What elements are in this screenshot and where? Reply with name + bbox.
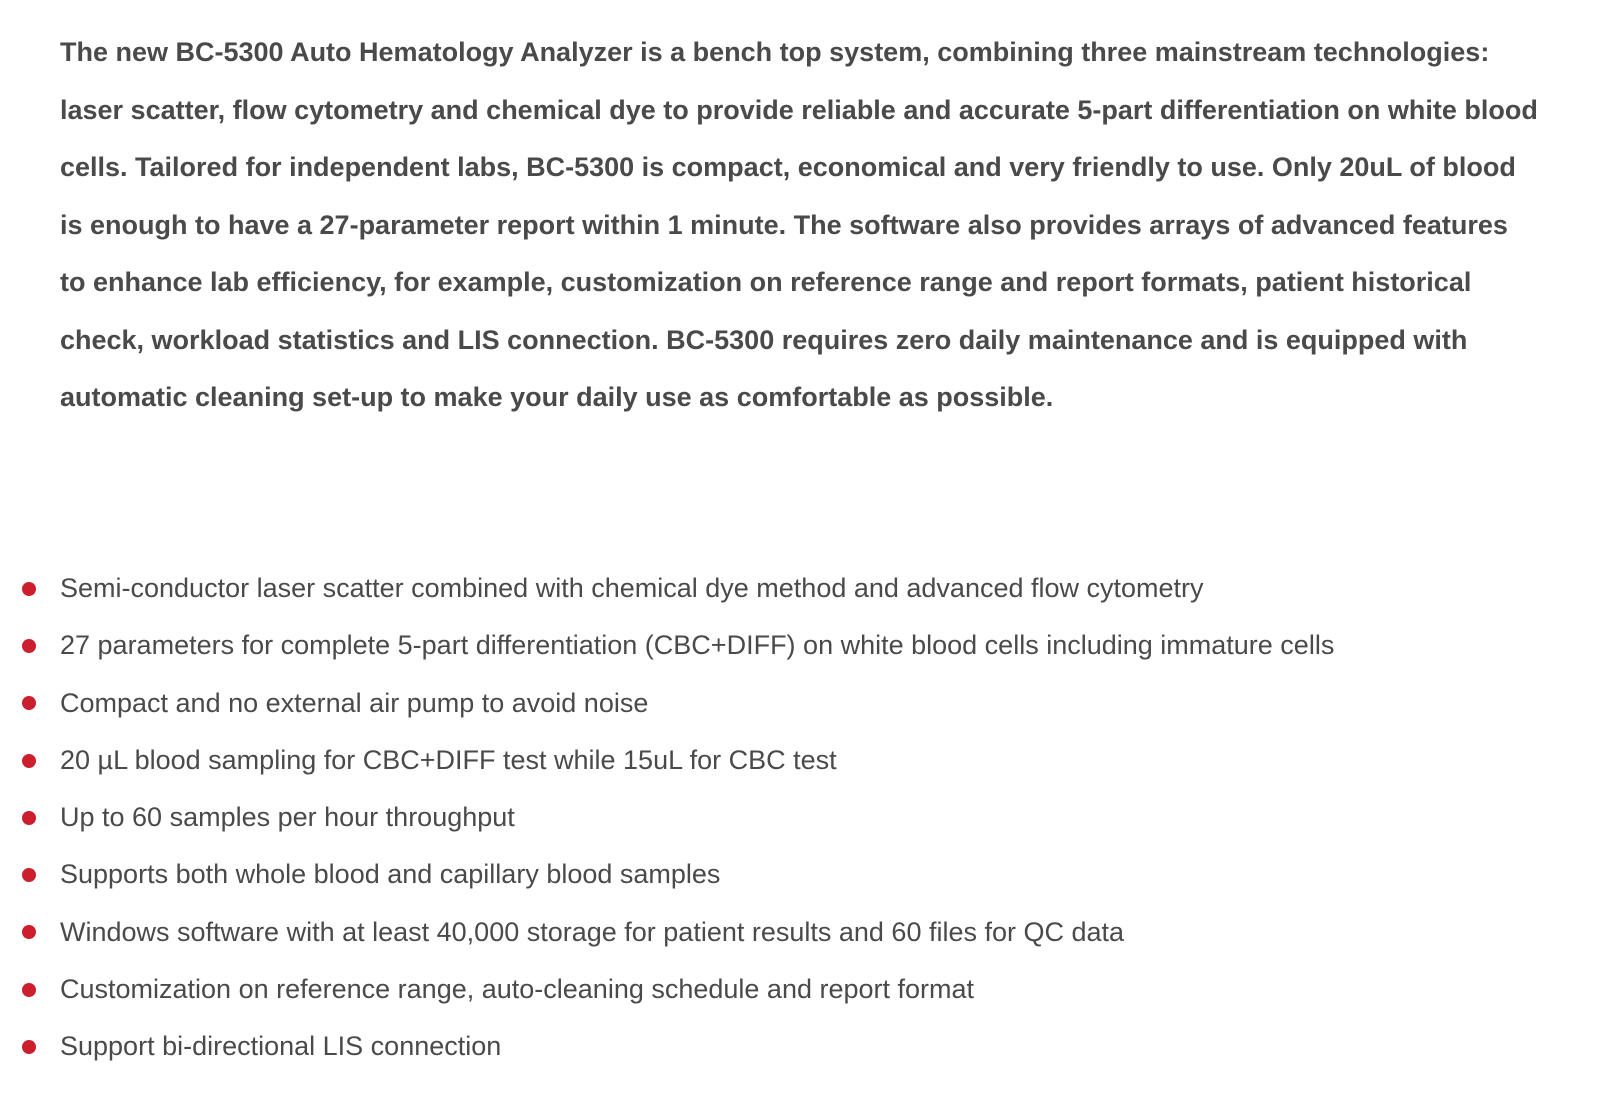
- bullet-icon: [22, 925, 36, 939]
- feature-item: [0, 617, 1600, 674]
- bullet-icon: [22, 639, 36, 653]
- bullet-icon: [22, 868, 36, 882]
- feature-item: [0, 789, 1600, 846]
- bullet-icon: [22, 1040, 36, 1054]
- feature-list: [0, 560, 1600, 1076]
- feature-text: Support bi-directional LIS connection: [60, 1031, 502, 1062]
- bullet-icon: [22, 811, 36, 825]
- feature-item: [0, 961, 1600, 1018]
- bullet-icon: [22, 754, 36, 768]
- bullet-icon: [22, 582, 36, 596]
- feature-item: [0, 904, 1600, 961]
- bullet-icon: [22, 696, 36, 710]
- feature-text: Semi-conductor laser scatter combined with chemical dye method and advanced flow cytometry: [60, 573, 1204, 603]
- feature-text: 20 µL blood sampling for CBC+DIFF test while 15uL for CBC test: [60, 744, 837, 775]
- product-description: The new BC-5300 Auto Hematology Analyzer is a bench top system, combining three mainstream technologies: laser scatter, flow cytometry and chemical dye to provide reliable and accurate 5-part differentiation on white blood cells. Tailored for independent labs, BC-5300 is compact, economical and very friendly to use. Only 20uL of blood is enough to have a 27-parameter report within 1 minute. The software also provides arrays of advanced features to enhance lab efficiency, for example, customization on reference range and report formats, patient historical check, workload statistics and LIS connection. BC-5300 requires zero daily maintenance and is equipped with automatic cleaning set-up to make your daily use as comfortable as possible.: [60, 37, 1538, 412]
- feature-text: 27 parameters for complete 5-part differentiation (CBC+DIFF) on white blood cells including immature cells: [60, 630, 1335, 661]
- feature-text: Up to 60 samples per hour throughput: [60, 802, 515, 833]
- feature-item: [0, 846, 1600, 903]
- feature-text: Compact and no external air pump to avoid noise: [60, 687, 649, 718]
- feature-item: [0, 1018, 1600, 1075]
- feature-item: [0, 560, 1600, 617]
- bullet-icon: [22, 983, 36, 997]
- feature-text: Supports both whole blood and capillary blood samples: [60, 859, 721, 890]
- feature-text: Windows software with at least 40,000 storage for patient results and 60 files for QC data: [60, 916, 1125, 947]
- feature-item: [0, 675, 1600, 732]
- feature-text: Customization on reference range, auto-cleaning schedule and report format: [60, 974, 975, 1005]
- feature-item: [0, 732, 1600, 789]
